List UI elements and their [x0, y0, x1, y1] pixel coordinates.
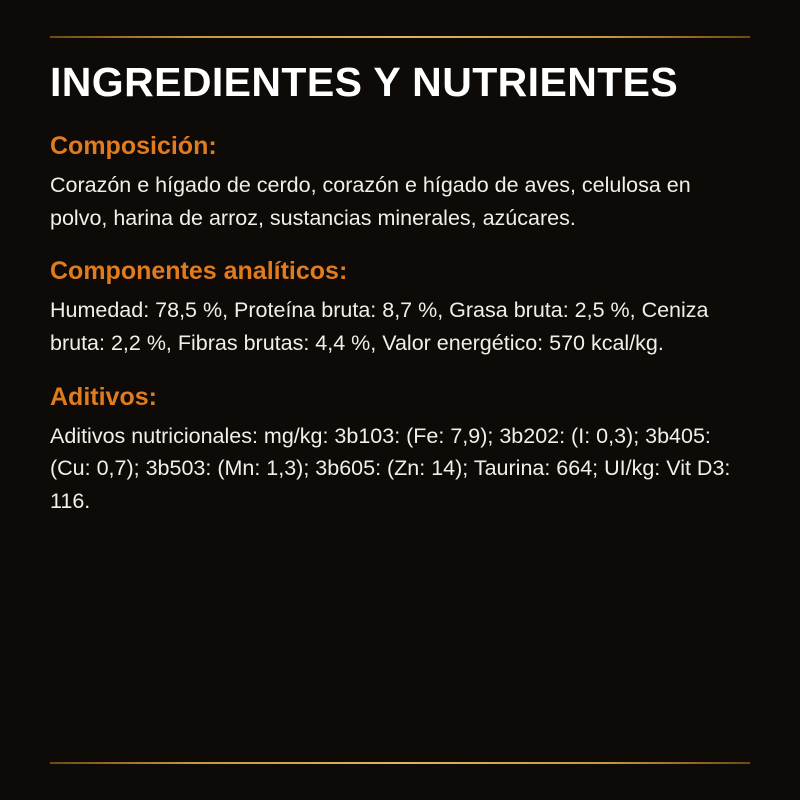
section-body-componentes-analiticos: Humedad: 78,5 %, Proteína bruta: 8,7 %, Grasa bruta: 2,5 %, Ceniza bruta: 2,2 %, Fibras brutas: 4,4 %, Valor energético: 570 kcal/kg. [50, 298, 709, 356]
bottom-spacer [50, 651, 750, 762]
section-heading-aditivos: Aditivos: [50, 382, 157, 411]
page-title: INGREDIENTES Y NUTRIENTES [50, 59, 679, 105]
section-componentes-analiticos [50, 256, 750, 359]
section-heading-composicion: Composición: [50, 132, 217, 161]
section-aditivos [50, 382, 750, 518]
section-body-composicion: Corazón e hígado de cerdo, corazón e hígado de aves, celulosa en polvo, harina de arroz, sustancias minerales, azúcares. [50, 173, 691, 230]
section-body-aditivos: Aditivos nutricionales: mg/kg: 3b103: (Fe: 7,9); 3b202: (I: 0,3); 3b405: (Cu: 0,7); 3b503: (Mn: 1,3); 3b605: (Zn: 14); Taurina: 664; UI/kg: Vit D3: 116. [50, 423, 731, 514]
section-heading-componentes-analiticos: Componentes analíticos: [50, 257, 348, 286]
bottom-divider [50, 762, 750, 764]
panel-content [50, 38, 750, 651]
section-composicion [50, 131, 750, 234]
